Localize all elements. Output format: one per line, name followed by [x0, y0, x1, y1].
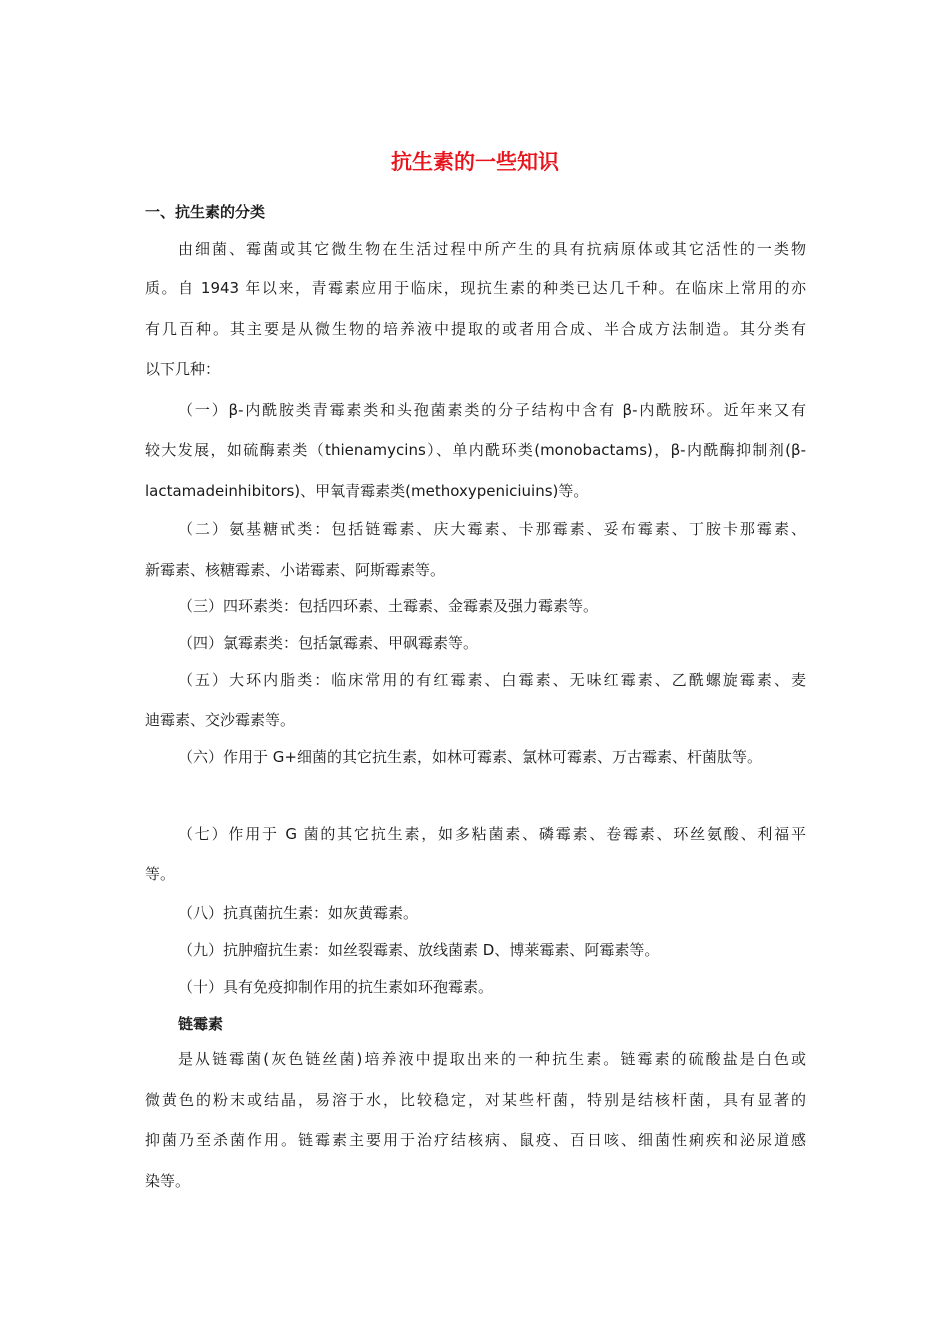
item7-line-2: 等。	[145, 865, 176, 883]
section-heading-classification: 一、抗生素的分类	[145, 203, 266, 221]
strep-line-2: 微黄色的粉末或结晶，易溶于水，比较稳定，对某些杆菌，特别是结核杆菌，具有显著的	[145, 1091, 806, 1109]
item1-line-2: 较大发展，如硫酶素类（thienamycins）、单内酰环类(monobactams)，β-内酰酶抑制剂(β-	[145, 441, 806, 459]
item9-line: （九）抗肿瘤抗生素：如丝裂霉素、放线菌素 D、博莱霉素、阿霉素等。	[178, 941, 660, 959]
item5-line-1: （五）大环内脂类：临床常用的有红霉素、白霉素、无味红霉素、乙酰螺旋霉素、麦	[178, 671, 806, 689]
item1-line-3: lactamadeinhibitors)、甲氧青霉素类(methoxypeniciuins)等。	[145, 482, 589, 500]
item3-line: （三）四环素类：包括四环素、土霉素、金霉素及强力霉素等。	[178, 597, 599, 615]
item10-line: （十）具有免疫抑制作用的抗生素如环孢霉素。	[178, 978, 494, 996]
intro-line-2: 质。自 1943 年以来，青霉素应用于临床，现抗生素的种类已达几千种。在临床上常用的亦	[145, 279, 806, 297]
strep-line-4: 染等。	[145, 1172, 191, 1190]
page-title: 抗生素的一些知识	[391, 150, 559, 174]
intro-line-1: 由细菌、霉菌或其它微生物在生活过程中所产生的具有抗病原体或其它活性的一类物	[178, 240, 806, 258]
item5-line-2: 迪霉素、交沙霉素等。	[145, 711, 296, 729]
intro-line-4: 以下几种：	[145, 360, 221, 378]
item7-line-1: （七）作用于 G 菌的其它抗生素，如多粘菌素、磷霉素、卷霉素、环丝氨酸、利福平	[178, 825, 806, 843]
item4-line: （四）氯霉素类：包括氯霉素、甲砜霉素等。	[178, 634, 479, 652]
item6-line: （六）作用于 G+细菌的其它抗生素，如林可霉素、氯林可霉素、万古霉素、杆菌肽等。	[178, 748, 762, 766]
item2-line-1: （二）氨基糖甙类：包括链霉素、庆大霉素、卡那霉素、妥布霉素、丁胺卡那霉素、	[178, 520, 806, 538]
item1-line-1: （一）β-内酰胺类青霉素类和头孢菌素类的分子结构中含有 β-内酰胺环。近年来又有	[178, 401, 806, 419]
item2-line-2: 新霉素、核糖霉素、小诺霉素、阿斯霉素等。	[145, 561, 446, 579]
item8-line: （八）抗真菌抗生素：如灰黄霉素。	[178, 904, 419, 922]
strep-line-3: 抑菌乃至杀菌作用。链霉素主要用于治疗结核病、鼠疫、百日咳、细菌性痢疾和泌尿道感	[145, 1131, 806, 1149]
section-heading-streptomycin: 链霉素	[178, 1015, 224, 1033]
strep-line-1: 是从链霉菌(灰色链丝菌)培养液中提取出来的一种抗生素。链霉素的硫酸盐是白色或	[178, 1050, 806, 1068]
intro-line-3: 有几百种。其主要是从微生物的培养液中提取的或者用合成、半合成方法制造。其分类有	[145, 320, 806, 338]
